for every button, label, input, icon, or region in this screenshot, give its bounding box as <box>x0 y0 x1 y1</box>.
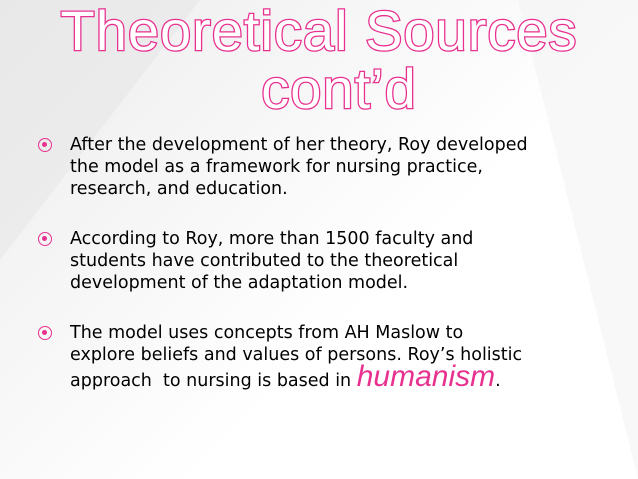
bullet-item <box>36 228 616 294</box>
bullet-line-prefix: approach to nursing is based in <box>70 371 357 391</box>
bullet-line: the model as a framework for nursing practice, <box>70 157 483 177</box>
bullet-line: According to Roy, more than 1500 faculty and <box>70 229 474 249</box>
bullet-item <box>36 134 616 200</box>
bullet-line: research, and education. <box>70 179 288 199</box>
bullet-line: students have contributed to the theoretical <box>70 251 459 271</box>
bullet-item <box>36 322 616 392</box>
target-bullet-icon <box>38 232 52 246</box>
emphasis-word: humanism <box>356 360 496 393</box>
bullet-list <box>36 134 616 420</box>
target-bullet-icon <box>38 138 52 152</box>
bullet-line: development of the adaptation model. <box>70 273 409 293</box>
bullet-line: After the development of her theory, Roy developed <box>70 135 528 155</box>
target-bullet-icon <box>38 326 52 340</box>
slide-title <box>0 2 638 118</box>
title-line-1: Theoretical Sources <box>60 0 578 62</box>
title-line-2: cont’d <box>261 57 417 120</box>
bullet-line: explore beliefs and values of persons. Roy’s holistic <box>70 345 523 365</box>
bullet-line-suffix: . <box>495 371 501 391</box>
bullet-line: The model uses concepts from AH Maslow to <box>70 323 464 343</box>
